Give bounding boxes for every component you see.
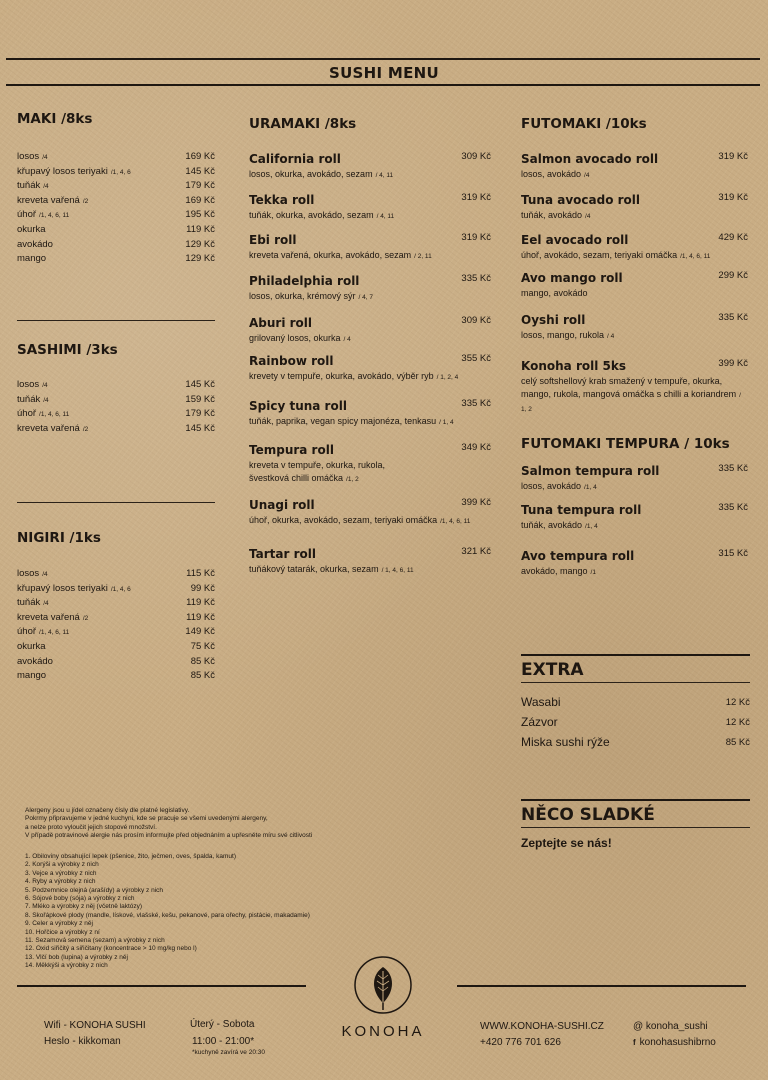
- item-name: losos /4: [17, 151, 48, 162]
- item-name: Avo mango roll: [521, 271, 623, 285]
- list-item: [17, 223, 215, 238]
- item-price: 399 Kč: [461, 497, 491, 508]
- item-description: tuňák, avokádo /1, 4: [521, 520, 598, 530]
- allergen-list-item: 3. Vejce a výrobky z nich: [25, 869, 97, 877]
- list-item: [17, 611, 215, 626]
- item-price: 119 Kč: [186, 223, 215, 235]
- nigiri-list: [17, 567, 215, 684]
- allergen-list-item: 2. Korýši a výrobky z nich: [25, 861, 99, 869]
- item-name: Wasabi: [521, 695, 561, 709]
- item-description: celý softshellový krab smažený v tempuře, okurka, mango, rukola, mangová omáčka s chilli a koriandrem / 1, 2: [521, 376, 741, 413]
- item-name: Ebi roll: [249, 233, 297, 247]
- allergen-codes: /2: [82, 425, 89, 433]
- allergen-codes: /4: [43, 600, 49, 608]
- item-price: 319 Kč: [718, 151, 748, 162]
- allergen-codes: / 1, 2, 4: [436, 374, 459, 381]
- page-title: SUSHI MENU: [328, 64, 440, 82]
- facebook-link[interactable]: [633, 1035, 716, 1051]
- item-description: losos, mango, rukola / 4: [521, 330, 615, 340]
- allergen-codes: /1, 4, 6, 11: [39, 212, 70, 220]
- allergen-codes: /4: [42, 382, 48, 389]
- nigiri-title: NIGIRI /1ks: [17, 530, 101, 546]
- allergen-codes: /4: [43, 396, 49, 404]
- wifi-password: Heslo - kikkoman: [44, 1036, 121, 1047]
- extra-item: [521, 735, 750, 749]
- menu-item: [249, 545, 491, 577]
- allergen-codes: /1, 4, 6: [110, 585, 131, 593]
- item-name: Oyshi roll: [521, 313, 586, 327]
- menu-item: [249, 231, 491, 263]
- allergen-codes: /1, 4, 6, 11: [440, 518, 471, 525]
- allergen-list-item: 13. Vlčí bob (lupina) a výrobky z něj: [25, 953, 128, 961]
- opening-hours: 11:00 - 21:00*: [192, 1036, 255, 1047]
- allergen-note-line: Alergeny jsou u jídel označeny čísly dle platné legislativy.: [25, 807, 190, 814]
- sweet-title: NĚCO SLADKÉ: [521, 805, 655, 825]
- item-description: losos, okurka, krémový sýr / 4, 7: [249, 291, 373, 301]
- item-price: 321 Kč: [461, 546, 491, 557]
- allergen-codes: /1: [590, 569, 596, 576]
- extra-rule-top: [521, 654, 750, 656]
- uramaki-title: URAMAKI /8ks: [249, 116, 357, 132]
- website-link[interactable]: WWW.KONOHA-SUSHI.CZ: [480, 1021, 604, 1032]
- item-name: Eel avocado roll: [521, 233, 629, 247]
- konoha-logo: [353, 955, 413, 1015]
- wifi-name: Wifi - KONOHA SUSHI: [44, 1020, 146, 1031]
- item-name: Tempura roll: [249, 443, 334, 457]
- item-name: úhoř /1, 4, 6, 11: [17, 408, 70, 420]
- allergen-codes: /4: [42, 571, 48, 578]
- sweet-text: Zeptejte se nás!: [521, 836, 612, 850]
- item-price: 12 Kč: [725, 717, 750, 728]
- menu-item: [249, 441, 491, 486]
- item-description: krevety v tempuře, okurka, avokádo, výběr ryb / 1, 2, 4: [249, 371, 459, 381]
- sashimi-title: SASHIMI /3ks: [17, 342, 118, 358]
- menu-item: [521, 462, 748, 494]
- menu-item: [521, 150, 748, 182]
- item-price: 335 Kč: [461, 273, 491, 284]
- item-price: 335 Kč: [718, 312, 748, 323]
- item-description: mango, avokádo: [521, 288, 588, 298]
- allergen-codes: / 2, 11: [414, 253, 432, 260]
- allergen-list: [25, 853, 365, 971]
- allergen-list-item: 14. Měkkýši a výrobky z nich: [25, 962, 108, 970]
- item-description-line2: švestková chilli omáčka: [249, 473, 344, 483]
- extra-title: EXTRA: [521, 660, 584, 680]
- menu-item: [249, 150, 491, 182]
- phone-number[interactable]: +420 776 701 626: [480, 1037, 561, 1048]
- item-name: tuňák /4: [17, 393, 49, 405]
- item-name: Tuna avocado roll: [521, 193, 641, 207]
- kitchen-note: *kuchyně zavírá ve 20:30: [192, 1049, 265, 1056]
- divider: [17, 502, 215, 503]
- item-name: okurka: [17, 640, 46, 652]
- maki-title: MAKI /8ks: [17, 111, 93, 127]
- allergen-list-item: 11. Sezamová semena (sezam) a výrobky z nich: [25, 937, 165, 945]
- item-name: avokádo: [17, 655, 53, 667]
- item-name: Konoha roll 5ks: [521, 359, 626, 373]
- item-name: kreveta vařená /2: [17, 611, 89, 623]
- facebook-handle: konohasushibrno: [639, 1037, 716, 1048]
- item-price: 309 Kč: [461, 151, 491, 162]
- list-item: [17, 596, 215, 611]
- item-name: křupavý losos teriyaki /1, 4, 6: [17, 582, 131, 594]
- list-item: [17, 252, 215, 267]
- item-price: 355 Kč: [461, 353, 491, 364]
- item-description: úhoř, avokádo, sezam, teriyaki omáčka /1, 4, 6, 11: [521, 250, 711, 260]
- menu-item: [521, 547, 748, 579]
- item-price: 299 Kč: [718, 270, 748, 281]
- item-name: úhoř /1, 4, 6, 11: [17, 626, 70, 638]
- item-name: úhoř /1, 4, 6, 11: [17, 209, 70, 221]
- menu-item: [521, 311, 748, 343]
- item-price: 195 Kč: [185, 209, 215, 221]
- item-name: Tuna tempura roll: [521, 503, 642, 517]
- header-rule-bottom: [6, 84, 760, 86]
- item-price: 315 Kč: [718, 548, 748, 559]
- menu-item: [521, 269, 748, 300]
- item-price: 85 Kč: [725, 737, 750, 748]
- item-name: Salmon tempura roll: [521, 464, 660, 478]
- list-item: [17, 165, 215, 180]
- item-name: Spicy tuna roll: [249, 399, 347, 413]
- footer-rule-right: [457, 985, 746, 987]
- allergen-note-line: a nelze proto vyloučit jejich stopové množství.: [25, 823, 157, 831]
- item-description: úhoř, okurka, avokádo, sezam, teriyaki omáčka /1, 4, 6, 11: [249, 515, 471, 525]
- item-price: 319 Kč: [718, 192, 748, 203]
- allergen-note-line: Pokrmy připravujeme v jedné kuchyni, kde se pracuje se všemi uvedenými alergeny,: [25, 815, 268, 823]
- item-price: 349 Kč: [461, 442, 491, 453]
- facebook-icon: f: [633, 1038, 636, 1047]
- menu-item: [521, 191, 748, 223]
- item-price: 85 Kč: [190, 670, 215, 682]
- allergen-intro: [25, 807, 365, 841]
- item-price: 99 Kč: [190, 582, 215, 594]
- item-price: 179 Kč: [185, 180, 215, 192]
- allergen-codes: /2: [82, 614, 89, 622]
- futomaki-tempura-title: FUTOMAKI TEMPURA / 10ks: [521, 436, 730, 452]
- item-name: avokádo: [17, 238, 53, 250]
- list-item: [17, 194, 215, 209]
- item-price: 12 Kč: [725, 697, 750, 708]
- futomaki-title: FUTOMAKI /10ks: [521, 116, 647, 132]
- sashimi-list: [17, 378, 215, 436]
- menu-item: [521, 501, 748, 533]
- item-name: Miska sushi rýže: [521, 735, 610, 749]
- list-item: [17, 669, 215, 684]
- list-item: [17, 567, 215, 582]
- allergen-note-line: V případě potravinové alergie nás prosím informujte před objednáním a upřesněte míru své citlivosti: [25, 832, 313, 840]
- instagram-link[interactable]: @ konoha_sushi: [633, 1021, 708, 1032]
- allergen-codes: / 1, 4: [439, 419, 454, 426]
- item-description: grilovaný losos, okurka / 4: [249, 333, 351, 343]
- item-price: 429 Kč: [718, 232, 748, 243]
- item-name: okurka: [17, 223, 46, 235]
- item-description: losos, avokádo /4: [521, 169, 590, 179]
- sweet-rule-bottom: [521, 827, 750, 828]
- item-description: losos, okurka, avokádo, sezam / 4, 11: [249, 169, 394, 179]
- allergen-codes: / 1, 4, 6, 11: [381, 567, 414, 574]
- item-price: 309 Kč: [461, 315, 491, 326]
- allergen-list-item: 7. Mléko a výrobky z něj (včetně laktózy): [25, 903, 143, 911]
- item-name: Avo tempura roll: [521, 549, 635, 563]
- item-name: Tartar roll: [249, 547, 316, 561]
- maki-list: [17, 150, 215, 267]
- menu-item: [249, 397, 491, 429]
- item-name: losos /4: [17, 379, 48, 390]
- item-name: křupavý losos teriyaki /1, 4, 6: [17, 165, 131, 177]
- allergen-codes: /4: [585, 213, 591, 220]
- allergen-list-item: 10. Hořčice a výrobky z ní: [25, 928, 100, 936]
- item-price: 129 Kč: [185, 238, 215, 250]
- allergen-list-item: 9. Celer a výrobky z něj: [25, 920, 93, 928]
- item-price: 335 Kč: [718, 463, 748, 474]
- item-description: tuňák, paprika, vegan spicy majonéza, tenkasu / 1, 4: [249, 416, 454, 426]
- leaf-logo-icon: [353, 955, 413, 1015]
- allergen-list-item: 1. Obiloviny obsahující lepek (pšenice, žito, ječmen, oves, špalda, kamut): [25, 853, 236, 860]
- extra-item: [521, 715, 750, 729]
- item-price: 319 Kč: [461, 232, 491, 243]
- divider: [17, 320, 215, 321]
- allergen-codes: /1, 4, 6, 11: [39, 411, 70, 419]
- list-item: [17, 422, 215, 437]
- item-name: losos /4: [17, 568, 48, 579]
- menu-item: [249, 496, 491, 528]
- allergen-list-item: 8. Skořápkové plody (mandle, lískové, vlašské, kešu, pekanové, para ořechy, pistácie, makadamie): [25, 911, 310, 919]
- item-name: Zázvor: [521, 715, 558, 729]
- item-price: 115 Kč: [186, 568, 215, 579]
- menu-item: [249, 272, 491, 304]
- item-name: mango: [17, 253, 47, 265]
- allergen-list-item: 12. Oxid siřičitý a siřičitany (koncentrace > 10 mg/kg nebo l): [25, 945, 197, 953]
- list-item: [17, 208, 215, 223]
- item-name: California roll: [249, 152, 341, 166]
- allergen-codes: / 4, 11: [376, 213, 395, 220]
- item-description: losos, avokádo /1, 4: [521, 481, 597, 491]
- item-name: Aburi roll: [249, 316, 313, 330]
- item-name: Unagi roll: [249, 498, 315, 512]
- item-price: 169 Kč: [185, 194, 215, 206]
- list-item: [17, 150, 215, 165]
- item-price: 169 Kč: [185, 151, 215, 162]
- item-name: Rainbow roll: [249, 354, 334, 368]
- brand-name: KONOHA: [341, 1023, 425, 1040]
- item-price: 149 Kč: [185, 626, 215, 638]
- list-item: [17, 238, 215, 253]
- allergen-codes: /4: [42, 154, 48, 161]
- item-name: kreveta vařená /2: [17, 194, 89, 206]
- menu-item: [521, 231, 748, 263]
- item-name: Salmon avocado roll: [521, 152, 659, 166]
- item-price: 85 Kč: [190, 655, 215, 667]
- allergen-codes: /4: [43, 183, 49, 191]
- list-item: [17, 407, 215, 422]
- item-name: tuňák /4: [17, 180, 49, 192]
- allergen-list-item: 5. Podzemnice olejná (arašídy) a výrobky z nich: [25, 886, 164, 894]
- item-name: Philadelphia roll: [249, 274, 360, 288]
- footer-rule-left: [17, 985, 306, 987]
- item-price: 75 Kč: [190, 640, 215, 652]
- menu-item: [249, 352, 491, 384]
- opening-days: Úterý - Sobota: [190, 1019, 255, 1030]
- list-item: [17, 640, 215, 655]
- item-name: kreveta vařená /2: [17, 422, 89, 434]
- allergen-codes: /1, 4: [585, 523, 598, 530]
- item-price: 179 Kč: [185, 408, 215, 420]
- item-price: 399 Kč: [718, 358, 748, 369]
- menu-item: [249, 191, 491, 223]
- item-description: kreveta v tempuře, okurka, rukola, švestková chilli omáčka /1, 2: [249, 460, 386, 483]
- item-price: 145 Kč: [185, 422, 215, 434]
- menu-item: [521, 357, 748, 416]
- extra-rule-bottom: [521, 682, 750, 683]
- allergen-codes: /1, 4: [584, 484, 597, 491]
- item-description: tuňák, okurka, avokádo, sezam / 4, 11: [249, 210, 395, 220]
- item-description: tuňák, avokádo /4: [521, 210, 591, 220]
- item-description-line2: mango, rukola, mangová omáčka s chilli a koriandrem: [521, 389, 737, 399]
- allergen-codes: / 4: [343, 336, 351, 343]
- list-item: [17, 582, 215, 597]
- list-item: [17, 378, 215, 393]
- allergen-codes: /1, 4, 6: [110, 168, 131, 176]
- list-item: [17, 625, 215, 640]
- list-item: [17, 393, 215, 408]
- item-price: 159 Kč: [185, 393, 215, 405]
- item-price: 119 Kč: [186, 611, 215, 623]
- allergen-codes: / 4, 7: [358, 294, 373, 301]
- header-rule-top: [6, 58, 760, 60]
- allergen-codes: /1, 2: [346, 476, 359, 483]
- item-description: avokádo, mango /1: [521, 566, 596, 576]
- item-description: kreveta vařená, okurka, avokádo, sezam / 2, 11: [249, 250, 432, 260]
- item-name: Tekka roll: [249, 193, 315, 207]
- menu-item: [249, 314, 491, 346]
- allergen-codes: /1, 4, 6, 11: [39, 629, 70, 637]
- item-price: 129 Kč: [185, 253, 215, 265]
- allergen-codes: /2: [82, 197, 89, 205]
- item-price: 145 Kč: [185, 165, 215, 177]
- allergen-codes: / 4: [607, 333, 615, 340]
- allergen-codes: /1, 4, 6, 11: [680, 253, 711, 260]
- extra-item: [521, 695, 750, 709]
- allergen-codes: / 1, 2: [521, 392, 741, 413]
- item-price: 319 Kč: [461, 192, 491, 203]
- list-item: [17, 179, 215, 194]
- item-price: 335 Kč: [718, 502, 748, 513]
- allergen-list-item: 6. Sójové boby (sója) a výrobky z nich: [25, 895, 135, 903]
- item-price: 145 Kč: [185, 379, 215, 390]
- allergen-list-item: 4. Ryby a výrobky z nich: [25, 878, 96, 886]
- list-item: [17, 655, 215, 670]
- allergen-codes: /4: [584, 172, 590, 179]
- item-name: mango: [17, 670, 47, 682]
- allergen-codes: / 4, 11: [375, 172, 394, 179]
- item-name: tuňák /4: [17, 597, 49, 609]
- item-description: tuňákový tatarák, okurka, sezam / 1, 4, 6, 11: [249, 564, 414, 574]
- sweet-rule-top: [521, 799, 750, 801]
- item-price: 335 Kč: [461, 398, 491, 409]
- item-price: 119 Kč: [186, 597, 215, 609]
